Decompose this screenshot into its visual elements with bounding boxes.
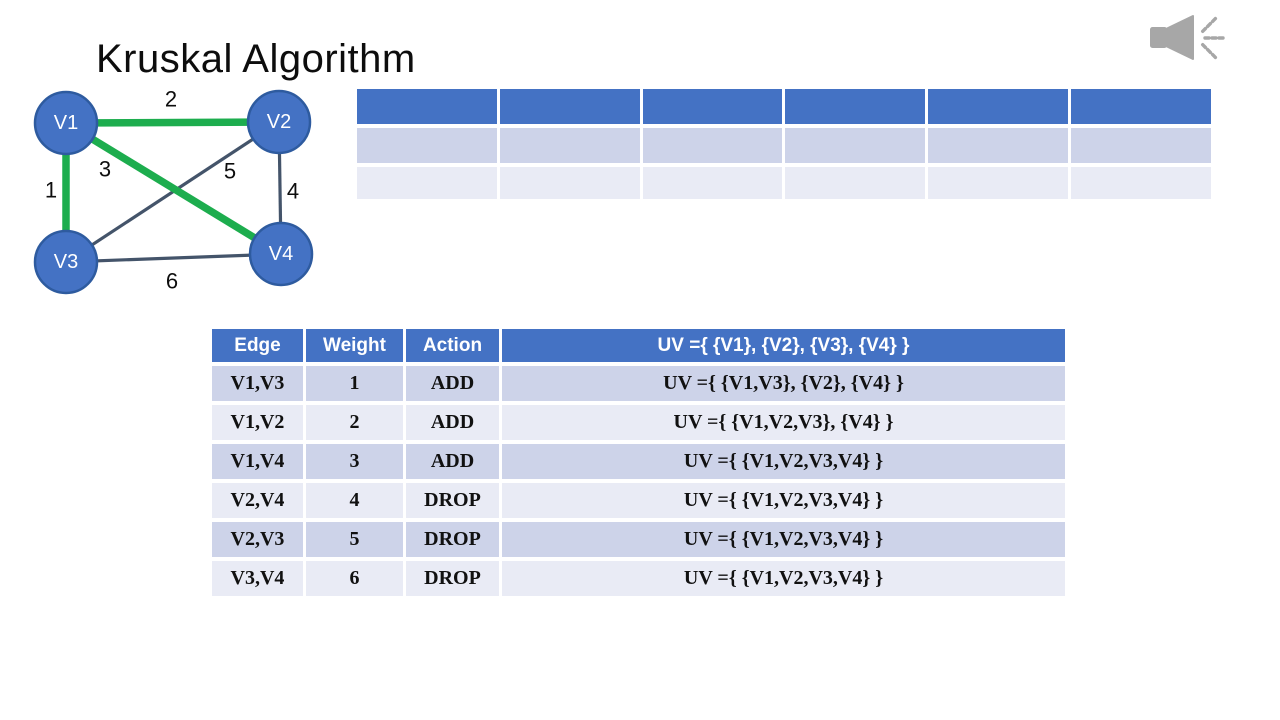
steps-header-uv: UV ={ {V1}, {V2}, {V3}, {V4} }: [502, 329, 1065, 362]
steps-cell-uv: UV ={ {V1,V2,V3,V4} }: [502, 561, 1065, 596]
summary-empty-cell: [500, 167, 640, 199]
graph-edge-V3-V4: [66, 254, 281, 262]
steps-cell-action: ADD: [406, 405, 499, 440]
steps-cell-uv: UV ={ {V1,V3}, {V2}, {V4} }: [502, 366, 1065, 401]
summary-empty-cell: [1071, 128, 1211, 163]
steps-cell-weight: 3: [306, 444, 403, 479]
graph-diagram: [0, 0, 370, 322]
empty-summary-table: [357, 89, 1211, 199]
summary-empty-cell: [500, 128, 640, 163]
graph-node-label-V3: V3: [53, 251, 79, 273]
edge-weight-label-V1-V2: 2: [164, 86, 178, 112]
kruskal-steps-table: [212, 329, 1065, 596]
steps-header-weight: Weight: [306, 329, 403, 362]
edge-weight-label-V1-V3: 1: [44, 177, 58, 203]
edge-weight-label-V2-V3: 5: [223, 158, 237, 184]
summary-empty-cell: [357, 128, 497, 163]
summary-empty-cell: [785, 128, 925, 163]
summary-empty-cell: [1071, 167, 1211, 199]
steps-cell-edge: V2,V3: [212, 522, 303, 557]
edge-weight-label-V2-V4: 4: [286, 178, 300, 204]
steps-cell-edge: V2,V4: [212, 483, 303, 518]
summary-header-cell: [1071, 89, 1211, 124]
steps-cell-weight: 6: [306, 561, 403, 596]
steps-cell-weight: 4: [306, 483, 403, 518]
steps-cell-weight: 2: [306, 405, 403, 440]
summary-empty-cell: [928, 167, 1068, 199]
steps-cell-weight: 5: [306, 522, 403, 557]
summary-empty-cell: [785, 167, 925, 199]
steps-header-edge: Edge: [212, 329, 303, 362]
graph-node-label-V1: V1: [53, 112, 79, 134]
steps-cell-edge: V1,V2: [212, 405, 303, 440]
summary-header-cell: [500, 89, 640, 124]
steps-cell-weight: 1: [306, 366, 403, 401]
graph-node-label-V2: V2: [266, 111, 292, 133]
steps-header-action: Action: [406, 329, 499, 362]
summary-header-cell: [643, 89, 783, 124]
steps-cell-action: DROP: [406, 483, 499, 518]
summary-header-cell: [928, 89, 1068, 124]
steps-cell-uv: UV ={ {V1,V2,V3,V4} }: [502, 522, 1065, 557]
edge-weight-label-V3-V4: 6: [165, 268, 179, 294]
steps-cell-action: ADD: [406, 444, 499, 479]
steps-cell-uv: UV ={ {V1,V2,V3,V4} }: [502, 483, 1065, 518]
steps-cell-edge: V3,V4: [212, 561, 303, 596]
steps-cell-uv: UV ={ {V1,V2,V3}, {V4} }: [502, 405, 1065, 440]
speaker-body-icon: [1151, 16, 1193, 59]
summary-empty-cell: [928, 128, 1068, 163]
summary-empty-cell: [643, 128, 783, 163]
steps-cell-edge: V1,V4: [212, 444, 303, 479]
audio-speaker-icon[interactable]: [1143, 4, 1231, 76]
steps-cell-action: DROP: [406, 561, 499, 596]
steps-cell-action: ADD: [406, 366, 499, 401]
summary-empty-cell: [357, 167, 497, 199]
edge-weight-label-V1-V4: 3: [98, 156, 112, 182]
steps-cell-action: DROP: [406, 522, 499, 557]
steps-cell-uv: UV ={ {V1,V2,V3,V4} }: [502, 444, 1065, 479]
summary-header-cell: [357, 89, 497, 124]
graph-node-label-V4: V4: [268, 243, 294, 265]
summary-empty-cell: [643, 167, 783, 199]
sound-waves-icon: [1203, 19, 1223, 58]
steps-cell-edge: V1,V3: [212, 366, 303, 401]
slide-title: Kruskal Algorithm: [96, 36, 416, 81]
summary-header-cell: [785, 89, 925, 124]
